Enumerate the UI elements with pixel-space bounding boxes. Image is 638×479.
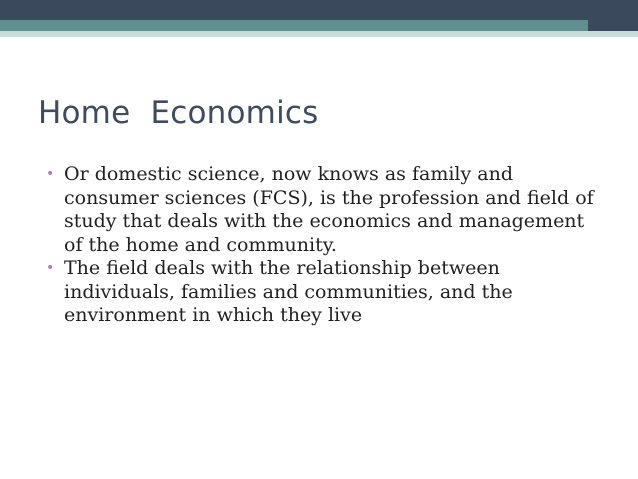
bullet-text: The field deals with the relationship between individuals, families and communities, and the environment in which they live — [64, 257, 513, 326]
header-band-teal — [0, 20, 588, 31]
slide-title: Home Economics — [38, 95, 319, 131]
header-band-dark — [0, 0, 638, 20]
bullet-item — [46, 163, 606, 257]
header-band-notch — [588, 20, 638, 31]
bullet-text: Or domestic science, now knows as family and consumer sciences (FCS), is the profession and field of study that deals with the economics and management of the home and community. — [64, 163, 594, 256]
bullet-item — [46, 257, 606, 328]
bullet-marker: • — [46, 166, 55, 182]
header-band-light — [0, 31, 638, 37]
bullet-marker: • — [46, 260, 55, 276]
bullet-list — [46, 163, 606, 328]
